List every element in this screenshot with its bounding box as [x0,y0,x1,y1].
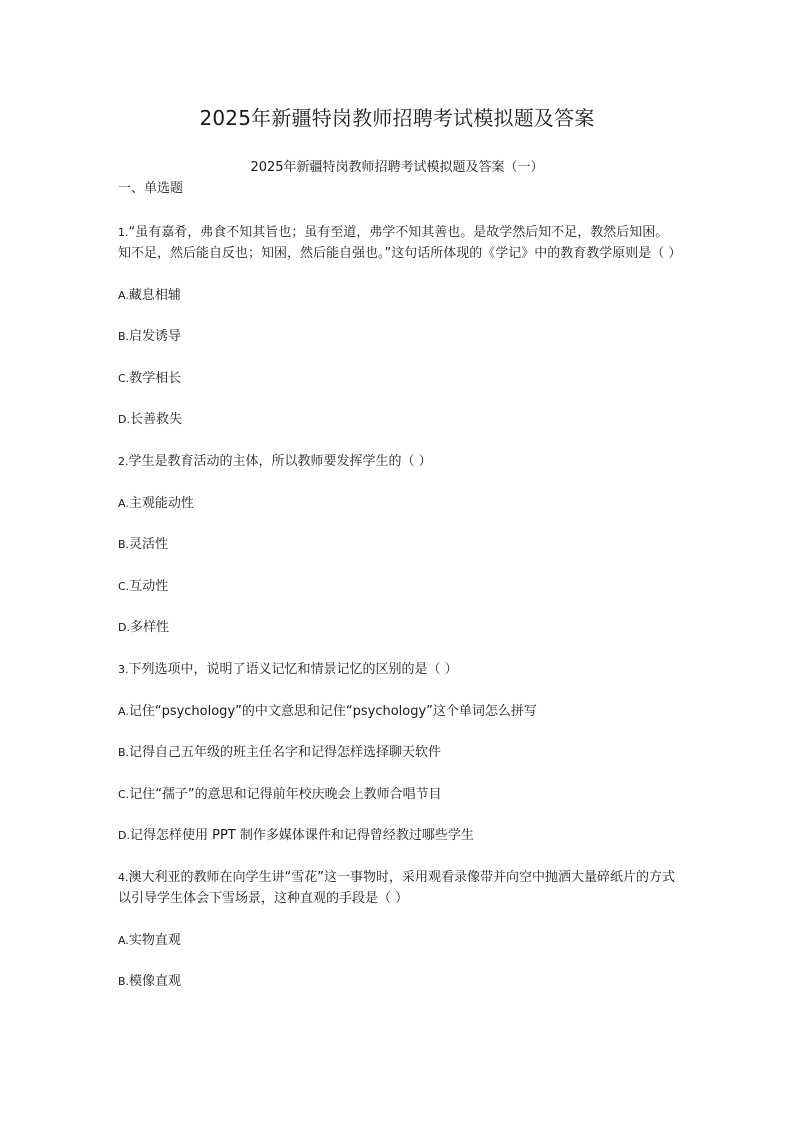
option-letter: B. [118,538,130,552]
question-3-option-a [118,701,678,722]
question-2-option-a [118,493,678,514]
option-text: 灵活性 [129,537,169,553]
question-2-option-c [118,576,678,597]
option-text: 记得怎样使用 PPT 制作多媒体课件和记得曾经教过哪些学生 [129,828,474,844]
question-1 [118,222,682,264]
question-number: 4. [118,870,129,884]
question-4 [118,867,678,909]
option-text: 教学相长 [129,370,182,386]
option-letter: D. [118,621,130,635]
question-4-option-a [118,930,678,951]
option-text: 实物直观 [128,932,181,948]
question-4-option-b [118,971,678,992]
question-3-option-d [118,825,678,846]
question-number: 3. [118,662,129,676]
question-2-option-d [118,617,678,638]
option-text: 长善救失 [129,412,182,428]
option-text: 记住“孺子”的意思和记得前年校庆晚会上教师合唱节目 [129,786,442,802]
option-letter: A. [118,496,129,510]
option-text: 记住“psychology”的中文意思和记住“psychology”这个单词怎么拼写 [128,703,537,719]
option-text: 模像直观 [129,974,182,990]
option-text: 启发诱导 [129,329,182,345]
document-title: 2025年新疆特岗教师招聘考试模拟题及答案 [199,106,595,130]
option-letter: B. [118,975,130,989]
question-1-option-d [118,409,678,430]
question-3-option-b [118,742,678,763]
question-1-option-b [118,326,678,347]
option-text: 互动性 [129,578,169,594]
option-letter: A. [118,288,129,302]
option-text: 主观能动性 [128,495,194,511]
question-text: 澳大利亚的教师在向学生讲“雪花”这一事物时，采用观看录像带并向空中抛洒大量碎纸片的方式以引导学生体会下雪场景，这种直观的手段是（ ） [118,869,675,906]
question-text: “虽有嘉肴，弗食不知其旨也；虽有至道，弗学不知其善也。是故学然后知不足，教然后知困。知不足，然后能自反也；知困，然后能自强也。”这句话所体现的《学记》中的教育教学原则是（ ） [118,225,682,261]
question-text: 下列选项中，说明了语义记忆和情景记忆的区别的是（ ） [128,661,458,677]
option-letter: C. [118,787,130,801]
option-letter: D. [118,413,130,427]
question-2 [118,451,678,472]
question-2-option-b [118,534,678,555]
option-letter: B. [118,746,130,760]
option-text: 记得自己五年级的班主任名字和记得怎样选择聊天软件 [129,745,442,761]
question-1-option-c [118,368,678,389]
question-text: 学生是教育活动的主体，所以教师要发挥学生的（ ） [128,453,432,469]
option-letter: D. [118,829,130,843]
option-letter: A. [118,704,129,718]
question-number: 1. [118,226,129,239]
question-1-option-a [118,285,678,306]
option-letter: C. [118,371,130,385]
option-text: 藏息相辅 [128,287,181,303]
option-letter: B. [118,330,130,344]
option-letter: A. [118,933,129,947]
option-letter: C. [118,579,130,593]
question-3-option-c [118,784,678,805]
questions-list [118,222,682,1013]
question-number: 2. [118,454,129,468]
section-label-single-choice: 一、单选题 [118,181,184,196]
question-3 [118,659,678,680]
document-subtitle: 2025年新疆特岗教师招聘考试模拟题及答案（一） [250,160,544,175]
option-text: 多样性 [129,620,169,636]
